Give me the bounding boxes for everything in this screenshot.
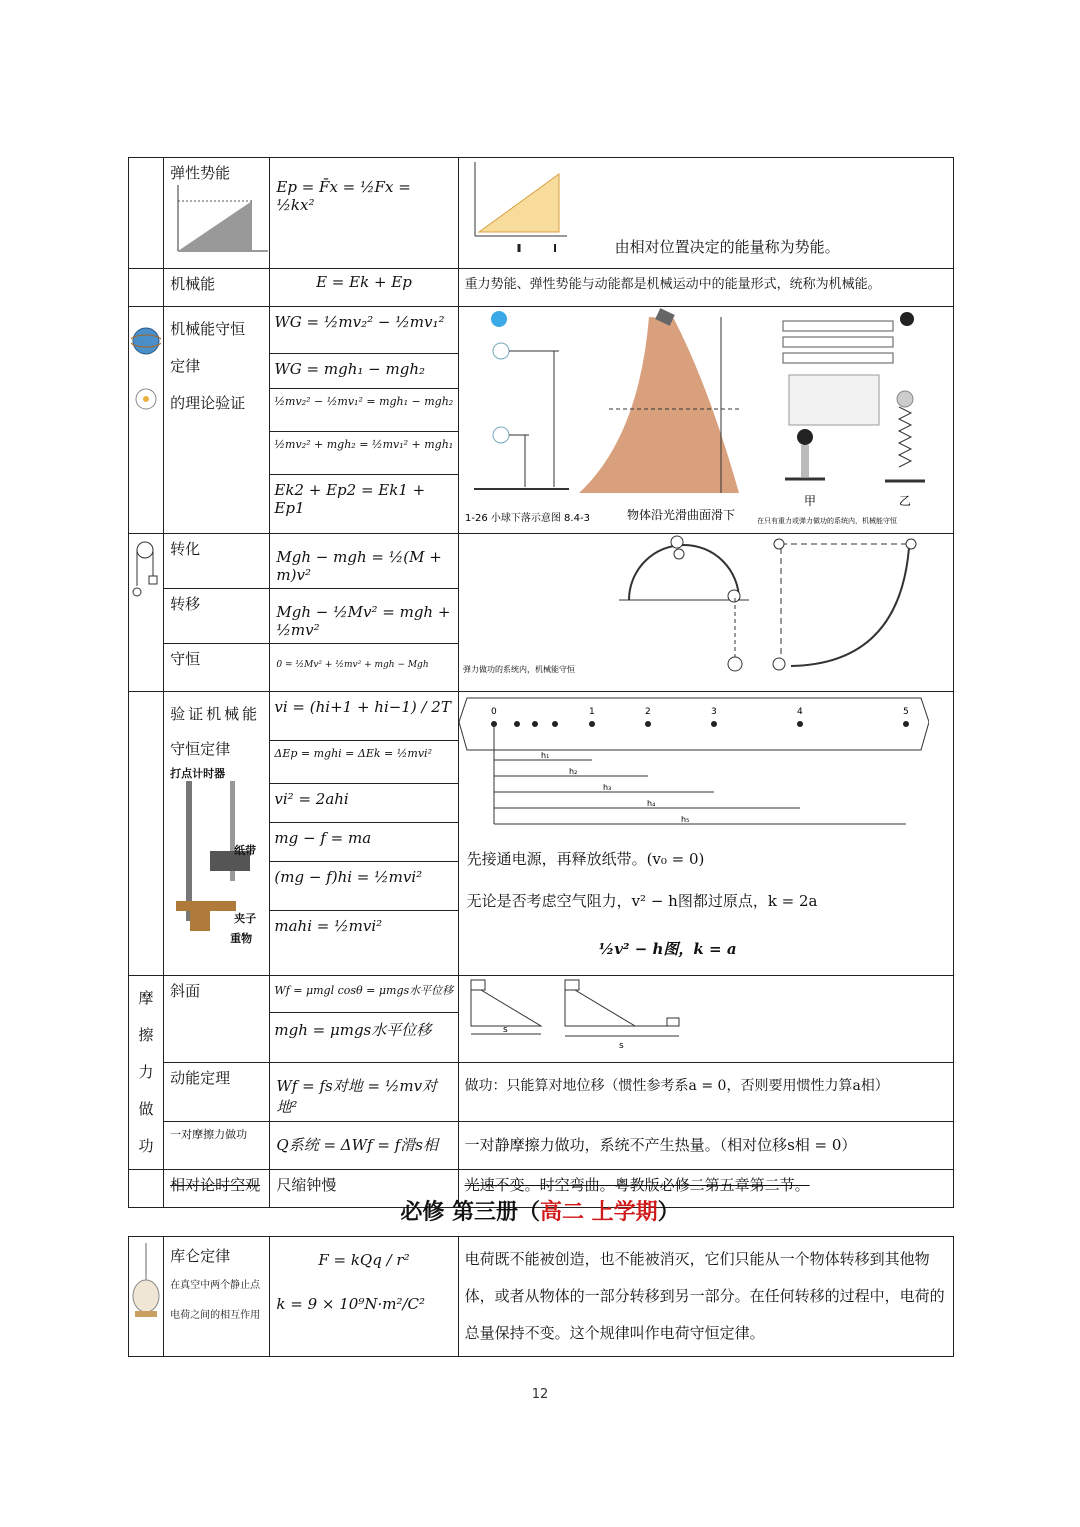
conserve-formula: 0 = ½Mv² + ½mv² + mgh − Mgh <box>270 644 458 692</box>
blank-cell <box>129 692 164 976</box>
semicircle-diagrams <box>459 534 929 680</box>
formula-slope-1: Wf = μmgl cosθ = μmgs水平位移 <box>270 976 457 1013</box>
tape-figure-cell <box>458 692 953 976</box>
formula-vi: vi = (hi+1 + hi−1) / 2T <box>270 692 457 741</box>
main-table <box>128 157 954 1208</box>
transform-label: 转化 <box>164 534 270 589</box>
pair-label: 一对摩擦力做功 <box>164 1122 270 1170</box>
side-char-5: 功 <box>138 1137 154 1155</box>
h-label-5: h₅ <box>680 815 689 824</box>
note-pair: 一对静摩擦力做功，系统不产生热量。（相对位移s相 = 0） <box>458 1122 953 1170</box>
coulomb-sub-1: 在真空中两个静止点 <box>170 1280 261 1291</box>
slope-formulas <box>270 976 458 1063</box>
coulomb-label: 库仑定律 <box>170 1247 231 1265</box>
label-weight: 重物 <box>230 932 253 945</box>
label-tape: 纸带 <box>234 844 257 857</box>
slope-figures <box>458 976 953 1063</box>
tick-4: 4 <box>796 707 803 717</box>
s-label-2: s <box>618 1041 624 1051</box>
torsion-balance-cell <box>129 1237 164 1357</box>
conservation-label-3: 的理论验证 <box>170 394 246 412</box>
conservation-label-2: 定律 <box>170 357 201 375</box>
elastic-formula: Ep = F̄x = ½Fx = ½kx² <box>276 178 411 214</box>
row-conservation <box>129 307 954 534</box>
pulley-icon <box>131 536 159 616</box>
slope-label: 斜面 <box>164 976 270 1063</box>
blank-cell <box>129 269 164 307</box>
experiment-note-2: 无论是否考虑空气阻力，v² − h图都过原点，k = 2a <box>466 892 818 910</box>
row-friction-pair <box>129 1122 954 1170</box>
coulomb-formula-cell <box>270 1237 458 1357</box>
tick-5: 5 <box>902 707 909 717</box>
formula-diff: ½mv₂² − ½mv₁² = mgh₁ − mgh₂ <box>270 389 457 432</box>
relativity-formula: 尺缩钟慢 <box>270 1170 458 1208</box>
tick-0: 0 <box>490 707 497 717</box>
coulomb-table <box>128 1236 954 1357</box>
label-timer: 打点计时器 <box>170 767 226 780</box>
coulomb-sub-2: 电荷之间的相互作用 <box>170 1310 261 1321</box>
conservation-figures <box>458 307 953 534</box>
relativity-desc: 光速不变。时空弯曲。粤教版必修二第五章第二节。 <box>458 1170 953 1208</box>
formula-wg-ke: WG = ½mv₂² − ½mv₁² <box>270 307 457 354</box>
label-clip: 夹子 <box>234 912 257 925</box>
tick-1: 1 <box>588 707 595 717</box>
conservation-diagrams <box>459 307 929 529</box>
experiment-formulas <box>270 692 458 976</box>
h-label-4: h₄ <box>646 799 655 808</box>
formula-mah: mahi = ½mvi² <box>274 917 383 935</box>
caption-slope: 物体沿光滑曲面滑下 <box>626 508 735 522</box>
transfer-formula: Mgh − ½Mv² = mgh + ½mv² <box>270 589 458 644</box>
force-graph <box>467 160 577 260</box>
conservation-formulas <box>270 307 458 534</box>
coulomb-desc: 电荷既不能被创造，也不能被消灭，它们只能从一个物体转移到其他物体，或者从物体的一部分转移到另一部分。在任何转移的过程中，电荷的总量保持不变。这个规律叫作电荷守恒定律。 <box>458 1237 953 1357</box>
conservation-label-1: 机械能守恒 <box>170 320 246 338</box>
formula-ke: Wf = fs对地 = ½mv对地² <box>270 1063 458 1122</box>
blank-cell <box>129 158 164 269</box>
tick-3: 3 <box>710 707 717 717</box>
section-title-highlight: 高二 上学期 <box>539 1200 658 1225</box>
globe-icon <box>131 311 161 421</box>
side-char-1: 摩 <box>138 989 154 1007</box>
side-char-2: 擦 <box>138 1026 154 1044</box>
elastic-formula-cell <box>270 158 458 269</box>
friction-side-cell <box>129 976 164 1170</box>
mechanical-formula: E = Ek + Ep <box>270 269 458 307</box>
row-elastic <box>129 158 954 269</box>
experiment-note-3: ½v² − h图，k = a <box>598 940 737 958</box>
torsion-balance-icon <box>131 1241 161 1321</box>
formula-mg-f: mg − f = ma <box>270 823 457 862</box>
h-label-3: h₃ <box>602 783 611 792</box>
caption-elastic-system: 弹力做功的系统内，机械能守恒 <box>462 665 575 674</box>
section-title-suffix: ） <box>657 1200 680 1225</box>
tick-2: 2 <box>644 707 651 717</box>
coulomb-formula-1: F = kQq / r² <box>318 1251 410 1269</box>
relativity-label: 相对论时空观 <box>164 1170 270 1208</box>
caption-falling: 1-26 小球下落示意图 8.4-3 <box>464 513 590 524</box>
section-title-prefix: 必修 第三册（ <box>400 1200 540 1225</box>
coulomb-label-cell <box>164 1237 270 1357</box>
side-char-4: 做 <box>138 1100 154 1118</box>
formula-ek-ep: Ek2 + Ep2 = Ek1 + Ep1 <box>274 481 426 517</box>
formula-vi-squared: vi² = 2ahi <box>270 784 457 823</box>
globe-icon-cell <box>129 307 164 534</box>
mechanical-desc: 重力势能、弹性势能与动能都是机械运动中的能量形式，统称为机械能。 <box>458 269 953 307</box>
coulomb-formula-2: k = 9 × 10⁹N·m²/C² <box>276 1295 426 1313</box>
caption-system: 在只有重力或弹力做功的系统内，机械能守恒 <box>756 517 897 525</box>
row-friction-slope <box>129 976 954 1063</box>
elastic-desc: 由相对位置决定的能量称为势能。 <box>614 238 840 256</box>
formula-pair: Q系统 = ΔWf = f滑s相 <box>270 1122 458 1170</box>
label-yi: 乙 <box>898 494 911 508</box>
semicircle-figures <box>458 534 953 692</box>
row-mechanical <box>129 269 954 307</box>
elastic-triangle-graph <box>170 183 270 255</box>
formula-work: (mg − f)hi = ½mvi² <box>270 862 457 911</box>
elastic-desc-cell <box>458 158 953 269</box>
formula-sum: ½mv₂² + mgh₂ = ½mv₁² + mgh₁ <box>270 432 457 475</box>
row-friction-ke <box>129 1063 954 1122</box>
slope-diagrams <box>459 976 929 1058</box>
h-label-2: h₂ <box>568 767 577 776</box>
formula-wg-h: WG = mgh₁ − mgh₂ <box>270 354 457 389</box>
formula-delta-ep: ΔEp = mghi = ΔEk = ½mvi² <box>270 741 457 784</box>
note-ke: 做功：只能算对地位移（惯性参考系a = 0，否则要用惯性力算a相） <box>458 1063 953 1122</box>
elastic-label-cell <box>164 158 270 269</box>
experiment-label-2: 守恒定律 <box>170 740 231 758</box>
label-jia: 甲 <box>803 494 816 508</box>
experiment-note-1: 先接通电源，再释放纸带。(v₀ = 0) <box>466 850 705 868</box>
experiment-label-cell <box>164 692 270 976</box>
experiment-label-1: 验证机械能 <box>170 705 261 723</box>
tape-diagram <box>459 692 929 832</box>
h-label-1: h₁ <box>540 751 549 760</box>
elastic-label: 弹性势能 <box>170 164 231 182</box>
side-char-3: 力 <box>138 1063 154 1081</box>
section-title <box>0 1195 1080 1226</box>
conserve-label: 守恒 <box>164 644 270 692</box>
s-label-1: s <box>502 1025 508 1035</box>
mechanical-label: 机械能 <box>164 269 270 307</box>
transfer-label: 转移 <box>164 589 270 644</box>
ke-label: 动能定理 <box>164 1063 270 1122</box>
row-coulomb <box>129 1237 954 1357</box>
pulley-icon-cell <box>129 534 164 692</box>
row-transform-a <box>129 534 954 589</box>
formula-slope-2: mgh = μmgs水平位移 <box>274 1021 432 1039</box>
page-number: 12 <box>531 1387 549 1402</box>
transform-formula: Mgh − mgh = ½(M + m)v² <box>270 534 458 589</box>
conservation-label-cell <box>164 307 270 534</box>
row-experiment <box>129 692 954 976</box>
